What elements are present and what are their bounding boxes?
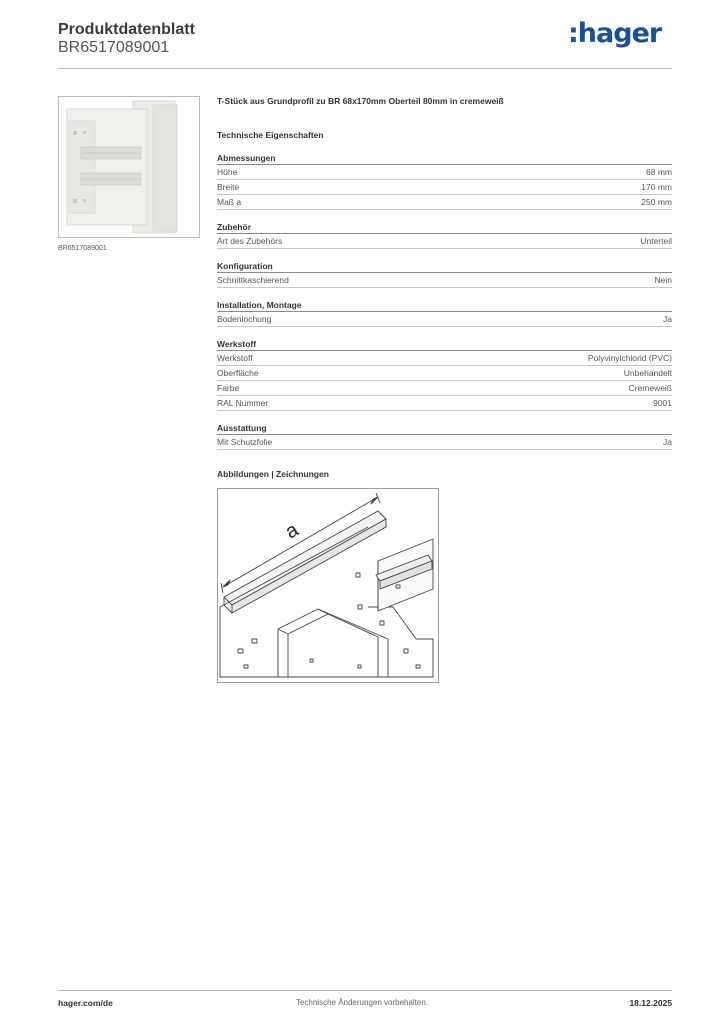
figures-title: Abbildungen | Zeichnungen xyxy=(217,469,329,479)
spec-group xyxy=(217,299,672,327)
spec-group-title: Zubehör xyxy=(217,221,672,234)
spec-groups xyxy=(217,152,672,450)
spec-value: 68 mm xyxy=(646,167,672,177)
spec-group-title: Konfiguration xyxy=(217,260,672,273)
spec-value: Unbehandelt xyxy=(623,368,672,378)
dimension-label-a: a xyxy=(281,518,303,544)
spec-group xyxy=(217,260,672,288)
spec-label: Art des Zubehörs xyxy=(217,236,283,246)
hager-logo: :hager xyxy=(568,18,662,49)
spec-value: Ja xyxy=(663,437,672,447)
spec-row xyxy=(217,396,672,411)
spec-label: RAL Nummer xyxy=(217,398,269,408)
spec-group-title: Installation, Montage xyxy=(217,299,672,312)
spec-group-title: Abmessungen xyxy=(217,152,672,165)
spec-value: 250 mm xyxy=(641,197,672,207)
spec-group-title: Werkstoff xyxy=(217,338,672,351)
spec-row xyxy=(217,165,672,180)
spec-label: Farbe xyxy=(217,383,240,393)
article-number: BR6517089001 xyxy=(58,39,170,56)
spec-group-title: Ausstattung xyxy=(217,422,672,435)
spec-label: Mit Schutzfolie xyxy=(217,437,273,447)
spec-label: Maß a xyxy=(217,197,242,207)
spec-value: Nein xyxy=(654,275,672,285)
spec-row xyxy=(217,435,672,450)
t-piece-drawing-icon xyxy=(218,489,438,682)
spec-row xyxy=(217,180,672,195)
spec-value: 9001 xyxy=(653,398,672,408)
spec-group xyxy=(217,152,672,210)
spec-value: Polyvinylchlorid (PVC) xyxy=(587,353,672,363)
spec-row xyxy=(217,312,672,327)
spec-label: Oberfläche xyxy=(217,368,259,378)
header-divider xyxy=(58,68,672,69)
footer-date: 18.12.2025 xyxy=(629,998,672,1008)
section-title-technical: Technische Eigenschaften xyxy=(217,130,324,140)
spec-group xyxy=(217,338,672,411)
spec-label: Werkstoff xyxy=(217,353,253,363)
spec-row xyxy=(217,234,672,249)
product-description: T-Stück aus Grundprofil zu BR 68x170mm Oberteil 80mm in cremeweiß xyxy=(217,96,504,106)
spec-row xyxy=(217,366,672,381)
spec-label: Breite xyxy=(217,182,240,192)
spec-value: 170 mm xyxy=(641,182,672,192)
spec-value: Cremeweiß xyxy=(628,383,672,393)
product-content xyxy=(217,96,672,479)
spec-group xyxy=(217,221,672,249)
footer-divider xyxy=(58,990,672,991)
spec-row xyxy=(217,273,672,288)
spec-group xyxy=(217,422,672,450)
product-image xyxy=(58,96,200,238)
spec-row xyxy=(217,351,672,366)
product-image-caption: BR6517089001 xyxy=(58,245,107,252)
spec-row xyxy=(217,195,672,210)
spec-value: Unterteil xyxy=(640,236,672,246)
technical-drawing xyxy=(217,488,439,683)
footer-website-link[interactable]: hager.com/de xyxy=(58,998,113,1008)
spec-value: Ja xyxy=(663,314,672,324)
page-title: Produktdatenblatt xyxy=(58,21,195,38)
product-photo-icon xyxy=(59,97,199,237)
spec-label: Bodenlochung xyxy=(217,314,272,324)
spec-label: Schnittkaschierend xyxy=(217,275,289,285)
spec-label: Höhe xyxy=(217,167,238,177)
spec-row xyxy=(217,381,672,396)
footer-notice: Technische Änderungen vorbehalten. xyxy=(295,998,429,1007)
